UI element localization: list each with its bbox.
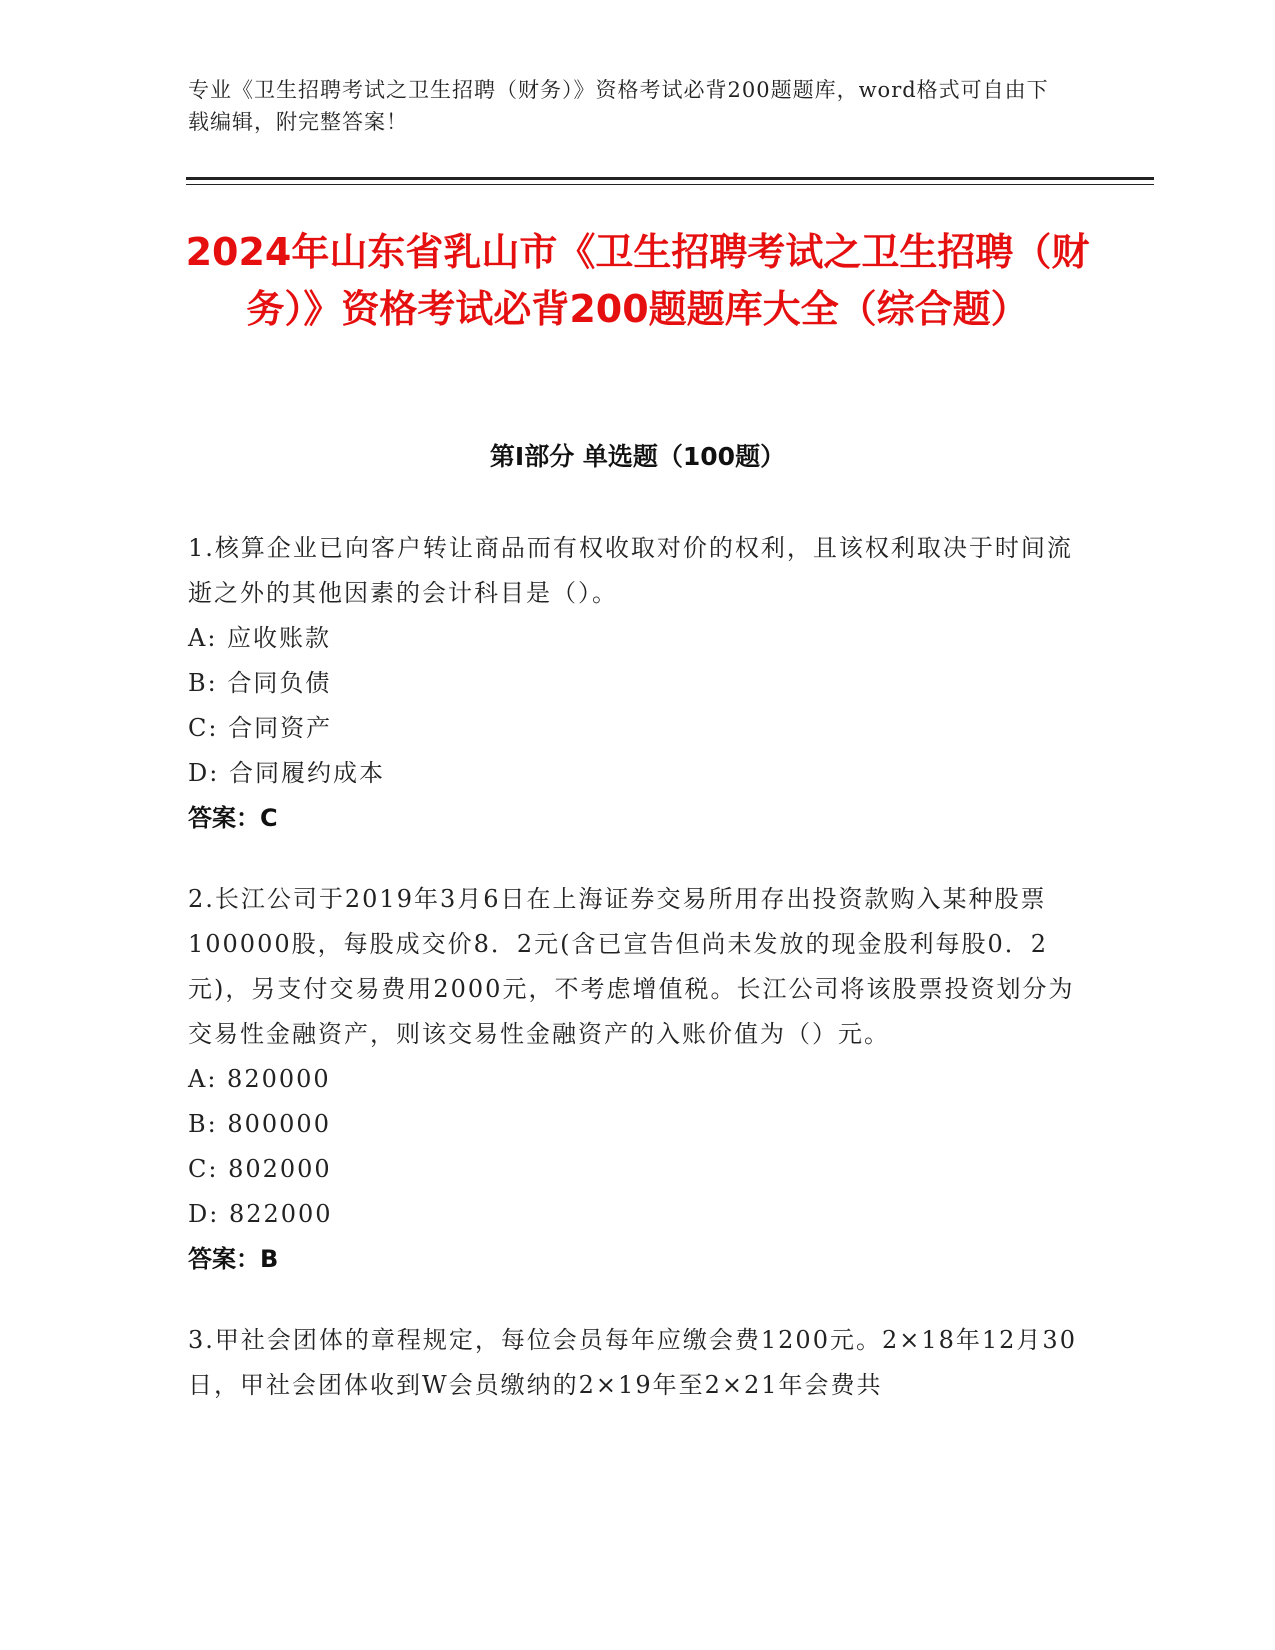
option-c: C: 合同资产	[188, 714, 333, 742]
option-a: A: 820000	[188, 1065, 331, 1093]
question-text: 1.核算企业已向客户转让商品而有权收取对价的权利，且该权利取决于时间流逝之外的其他因素的会计科目是（）。	[188, 534, 1073, 607]
question-text: 3.甲社会团体的章程规定，每位会员每年应缴会费1200元。2×18年12月30日，甲社会团体收到W会员缴纳的2×19年至2×21年会费共	[188, 1326, 1077, 1399]
document-title: 2024年山东省乳山市《卫生招聘考试之卫生招聘（财务）》资格考试必背200题题库大全（综合题）	[185, 230, 1090, 331]
question-list	[188, 526, 1088, 1444]
section-heading: 第I部分 单选题（100题）	[489, 442, 786, 471]
option-b: B: 合同负债	[188, 669, 332, 697]
header-note: 专业《卫生招聘考试之卫生招聘（财务）》资格考试必背200题题库，word格式可自由下载编辑，附完整答案！	[188, 78, 1049, 134]
option-d: D: 合同履约成本	[188, 759, 385, 787]
option-b: B: 800000	[188, 1110, 331, 1138]
question-text: 2.长江公司于2019年3月6日在上海证券交易所用存出投资款购入某种股票100000股，每股成交价8．2元(含已宣告但尚未发放的现金股利每股0．2元)，另支付交易费用2000元，不考虑增值税。长江公司将该股票投资划分为交易性金融资产，则该交易性金融资产的入账价值为（）元。	[188, 885, 1075, 1048]
option-a: A: 应收账款	[188, 624, 332, 652]
question-3	[188, 1318, 1088, 1408]
header-divider-thick	[186, 177, 1154, 180]
question-1	[188, 526, 1088, 841]
option-c: C: 802000	[188, 1155, 332, 1183]
header-divider-thin	[186, 184, 1154, 185]
answer-line: 答案：C	[188, 804, 278, 832]
option-d: D: 822000	[188, 1200, 333, 1228]
question-2	[188, 877, 1088, 1282]
answer-line: 答案：B	[188, 1245, 279, 1273]
